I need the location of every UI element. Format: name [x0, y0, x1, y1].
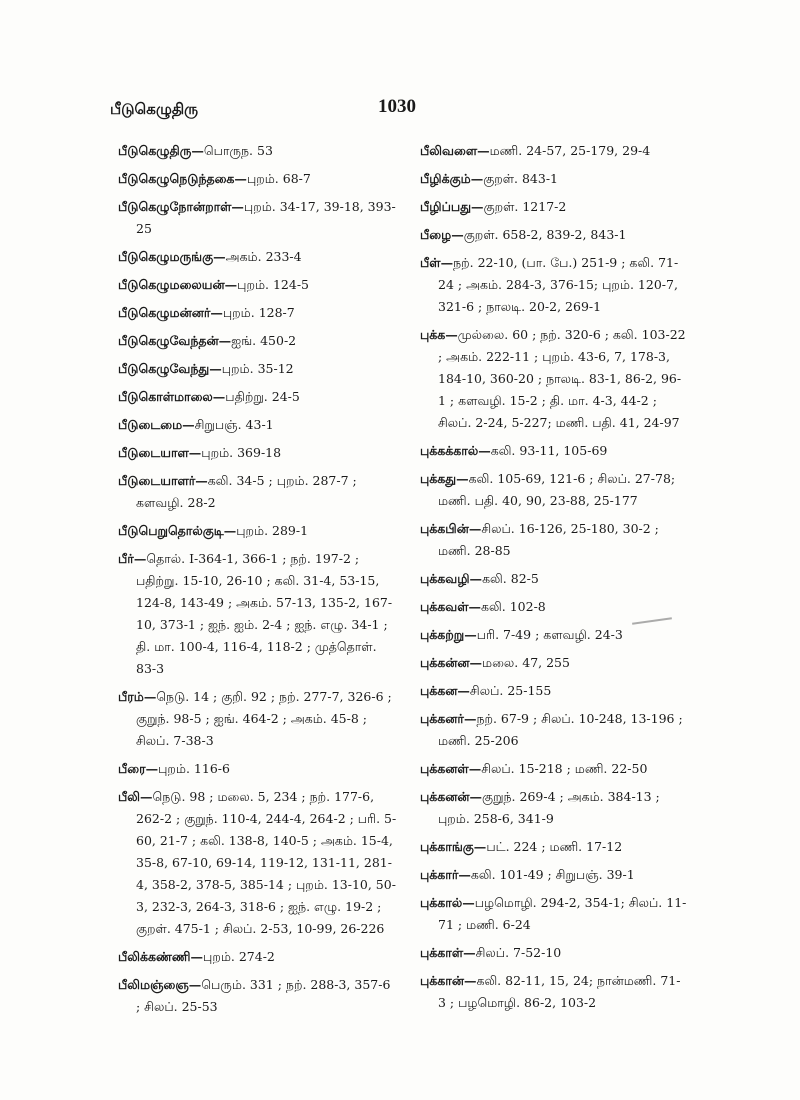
- entry-headword: புக்காள்—: [420, 945, 476, 960]
- index-entry: [420, 324, 688, 434]
- index-entry: [118, 974, 398, 1018]
- index-entry: [118, 168, 398, 190]
- index-entry: [118, 786, 398, 940]
- index-entry: [420, 970, 688, 1014]
- index-entry: [420, 518, 688, 562]
- entry-headword: பீலிவளை—: [420, 143, 490, 158]
- index-entry: [118, 414, 398, 436]
- entry-references: கலி. 102-8: [481, 599, 546, 614]
- index-entry: [420, 786, 688, 830]
- entry-headword: புக்கற்று—: [420, 627, 477, 642]
- entry-headword: புக்கன்ன—: [420, 655, 483, 670]
- entry-references: கலி. 34-5 ; புறம். 287-7 ; களவழி. 28-2: [136, 473, 357, 510]
- entry-headword: பீடுகெழுமன்னர்—: [118, 305, 223, 320]
- index-entry: [118, 386, 398, 408]
- entry-headword: புக்க—: [420, 327, 458, 342]
- index-entry: [420, 224, 688, 246]
- entry-references: பட். 224 ; மணி. 17-12: [486, 839, 623, 854]
- index-entry: [118, 274, 398, 296]
- entry-headword: பீடுகெழுமருங்கு—: [118, 249, 226, 264]
- entry-references: குறள். 658-2, 839-2, 843-1: [463, 227, 627, 242]
- entry-references: பெரும். 331 ; நற். 288-3, 357-6 ; சிலப். 25-53: [136, 977, 391, 1014]
- entry-headword: புக்காங்கு—: [420, 839, 487, 854]
- entry-headword: புக்கன—: [420, 683, 470, 698]
- entry-headword: பீரம்—: [118, 689, 157, 704]
- index-entry: [420, 836, 688, 858]
- entry-headword: புக்கது—: [420, 471, 469, 486]
- index-entry: [118, 302, 398, 324]
- entry-headword: புக்கபின்—: [420, 521, 482, 536]
- entry-references: புறம். 124-5: [237, 277, 309, 292]
- index-entry: [420, 758, 688, 780]
- entry-headword: பீலி—: [118, 789, 153, 804]
- index-entry: [118, 520, 398, 542]
- entry-references: சிலப். 7-52-10: [475, 945, 562, 960]
- entry-references: பொருந. 53: [203, 143, 273, 158]
- entry-headword: பீடுடைமை—: [118, 417, 195, 432]
- index-entry: [420, 140, 688, 162]
- index-entry: [118, 758, 398, 780]
- entry-references: புறம். 35-12: [221, 361, 294, 376]
- entry-headword: பீழை—: [420, 227, 464, 242]
- entry-references: புறம். 274-2: [203, 949, 275, 964]
- right-column: [420, 140, 688, 1020]
- entry-references: தொல். I-364-1, 366-1 ; நற். 197-2 ; பதிற்று. 15-10, 26-10 ; கலி. 31-4, 53-15, 124-8, 143-49 ; அகம். 57-13, 135-2, 167-10, 373-1 ; ஐந். ஐம். 2-4 ; ஐந். எழு. 34-1 ; தி. மா. 100-4, 116-4, 118-2 ; முத்தொள். 83-3: [136, 551, 393, 676]
- entry-headword: புக்கனன்—: [420, 789, 483, 804]
- entry-headword: பீடுகெழுநெடுந்தகை—: [118, 171, 247, 186]
- entry-references: அகம். 233-4: [225, 249, 302, 264]
- entry-headword: பீடுகெழுவேந்து—: [118, 361, 222, 376]
- entry-headword: புக்கால்—: [420, 895, 475, 910]
- entry-references: புறம். 116-6: [158, 761, 230, 776]
- entry-headword: பீடுகெழுமலையன்—: [118, 277, 238, 292]
- entry-headword: பீடுடையாளர்—: [118, 473, 208, 488]
- entry-headword: பீள்—: [420, 255, 454, 270]
- entry-references: நற். 22-10, (பா. பே.) 251-9 ; கலி. 71-24 ; அகம். 284-3, 376-15; புறம். 120-7, 321-6 ; நாலடி. 20-2, 269-1: [438, 255, 679, 314]
- entry-references: புறம். 68-7: [246, 171, 311, 186]
- entry-references: ஐங். 450-2: [231, 333, 297, 348]
- entry-headword: பீடுகெழுவேந்தன்—: [118, 333, 232, 348]
- index-entry: [420, 252, 688, 318]
- index-entry: [118, 686, 398, 752]
- index-entry: [420, 864, 688, 886]
- index-entry: [118, 946, 398, 968]
- entry-references: புறம். 34-17, 39-18, 393-25: [136, 199, 396, 236]
- index-entry: [118, 548, 398, 680]
- entry-references: கலி. 101-49 ; சிறுபஞ். 39-1: [470, 867, 635, 882]
- entry-references: சிலப். 16-126, 25-180, 30-2 ; மணி. 28-85: [438, 521, 659, 558]
- index-entry: [420, 942, 688, 964]
- index-entry: [420, 168, 688, 190]
- index-entry: [118, 330, 398, 352]
- page-number: 1030: [378, 96, 416, 117]
- entry-headword: பீடுகெழுதிரு—: [118, 143, 204, 158]
- entry-references: புறம். 369-18: [201, 445, 282, 460]
- entry-references: சிலப். 25-155: [469, 683, 552, 698]
- index-entry: [118, 442, 398, 464]
- entry-headword: பீர்—: [118, 551, 147, 566]
- index-entry: [118, 470, 398, 514]
- index-entry: [420, 468, 688, 512]
- entry-references: கலி. 82-11, 15, 24; நான்மணி. 71-3 ; பழமொழி. 86-2, 103-2: [438, 973, 681, 1010]
- entry-headword: புக்கவழி—: [420, 571, 483, 586]
- entry-references: புறம். 128-7: [222, 305, 295, 320]
- left-column: [118, 140, 398, 1024]
- entry-headword: புக்கனர்—: [420, 711, 477, 726]
- entry-references: பழமொழி. 294-2, 354-1; சிலப். 11-71 ; மணி. 6-24: [438, 895, 687, 932]
- entry-references: குறள். 1217-2: [483, 199, 567, 214]
- entry-references: கலி. 105-69, 121-6 ; சிலப். 27-78; மணி. பதி. 40, 90, 23-88, 25-177: [438, 471, 676, 508]
- index-entry: [118, 358, 398, 380]
- entry-references: சிலப். 15-218 ; மணி. 22-50: [481, 761, 648, 776]
- entry-references: பரி. 7-49 ; களவழி. 24-3: [476, 627, 623, 642]
- entry-headword: பீலிக்கண்ணி—: [118, 949, 204, 964]
- entry-headword: பீரை—: [118, 761, 159, 776]
- entry-references: குறள். 843-1: [483, 171, 559, 186]
- entry-headword: புக்கான்—: [420, 973, 477, 988]
- running-head: பீடுகெழுதிரு: [110, 100, 199, 118]
- entry-references: மணி. 24-57, 25-179, 29-4: [489, 143, 651, 158]
- entry-headword: பீடுகெழுநோன்றாள்—: [118, 199, 244, 214]
- entry-headword: பீடுகொள்மாலை—: [118, 389, 226, 404]
- entry-headword: புக்கக்கால்—: [420, 443, 491, 458]
- index-entry: [420, 440, 688, 462]
- entry-references: பதிற்று. 24-5: [225, 389, 300, 404]
- entry-headword: பீழிப்பது—: [420, 199, 484, 214]
- index-entry: [118, 196, 398, 240]
- entry-references: நற். 67-9 ; சிலப். 10-248, 13-196 ; மணி. 25-206: [438, 711, 683, 748]
- index-entry: [420, 652, 688, 674]
- entry-references: மலை. 47, 255: [482, 655, 570, 670]
- entry-references: குறுந். 269-4 ; அகம். 384-13 ; புறம். 258-6, 341-9: [438, 789, 660, 826]
- entry-references: நெடு. 14 ; குறி. 92 ; நற். 277-7, 326-6 ; குறுந். 98-5 ; ஐங். 464-2 ; அகம். 45-8 ; சிலப். 7-38-3: [136, 689, 392, 748]
- entry-headword: புக்கவள்—: [420, 599, 482, 614]
- entry-references: முல்லை. 60 ; நற். 320-6 ; கலி. 103-22 ; அகம். 222-11 ; புறம். 43-6, 7, 178-3, 184-10, 360-20 ; நாலடி. 83-1, 86-2, 96-1 ; களவழி. 15-2 ; தி. மா. 4-3, 44-2 ; சிலப். 2-24, 5-227; மணி. பதி. 41, 24-97: [438, 327, 686, 430]
- entry-references: கலி. 82-5: [482, 571, 539, 586]
- entry-headword: பீழிக்கும்—: [420, 171, 484, 186]
- entry-references: புறம். 289-1: [236, 523, 309, 538]
- entry-headword: புக்கனள்—: [420, 761, 482, 776]
- index-entry: [420, 568, 688, 590]
- index-entry: [118, 246, 398, 268]
- entry-references: கலி. 93-11, 105-69: [490, 443, 608, 458]
- index-entry: [420, 196, 688, 218]
- index-entry: [420, 892, 688, 936]
- entry-references: நெடு. 98 ; மலை. 5, 234 ; நற். 177-6, 262-2 ; குறுந். 110-4, 244-4, 264-2 ; பரி. 5-60, 21-7 ; கலி. 138-8, 140-5 ; அகம். 15-4, 35-8, 67-10, 69-14, 119-12, 131-11, 281-4, 358-2, 378-5, 385-14 ; புறம். 13-10, 50-3, 232-3, 264-3, 318-6 ; ஐந். எழு. 19-2 ; குறள். 475-1 ; சிலப். 2-53, 10-99, 26-226: [136, 789, 397, 936]
- index-entry: [118, 140, 398, 162]
- index-entry: [420, 680, 688, 702]
- entry-headword: பீடுடையாள—: [118, 445, 202, 460]
- entry-headword: புக்கார்—: [420, 867, 471, 882]
- index-entry: [420, 596, 688, 618]
- index-entry: [420, 708, 688, 752]
- index-entry: [420, 624, 688, 646]
- entry-references: சிறுபஞ். 43-1: [194, 417, 274, 432]
- entry-headword: பீடுபெறுதொல்குடி—: [118, 523, 237, 538]
- entry-headword: பீலிமஞ்ஞை—: [118, 977, 202, 992]
